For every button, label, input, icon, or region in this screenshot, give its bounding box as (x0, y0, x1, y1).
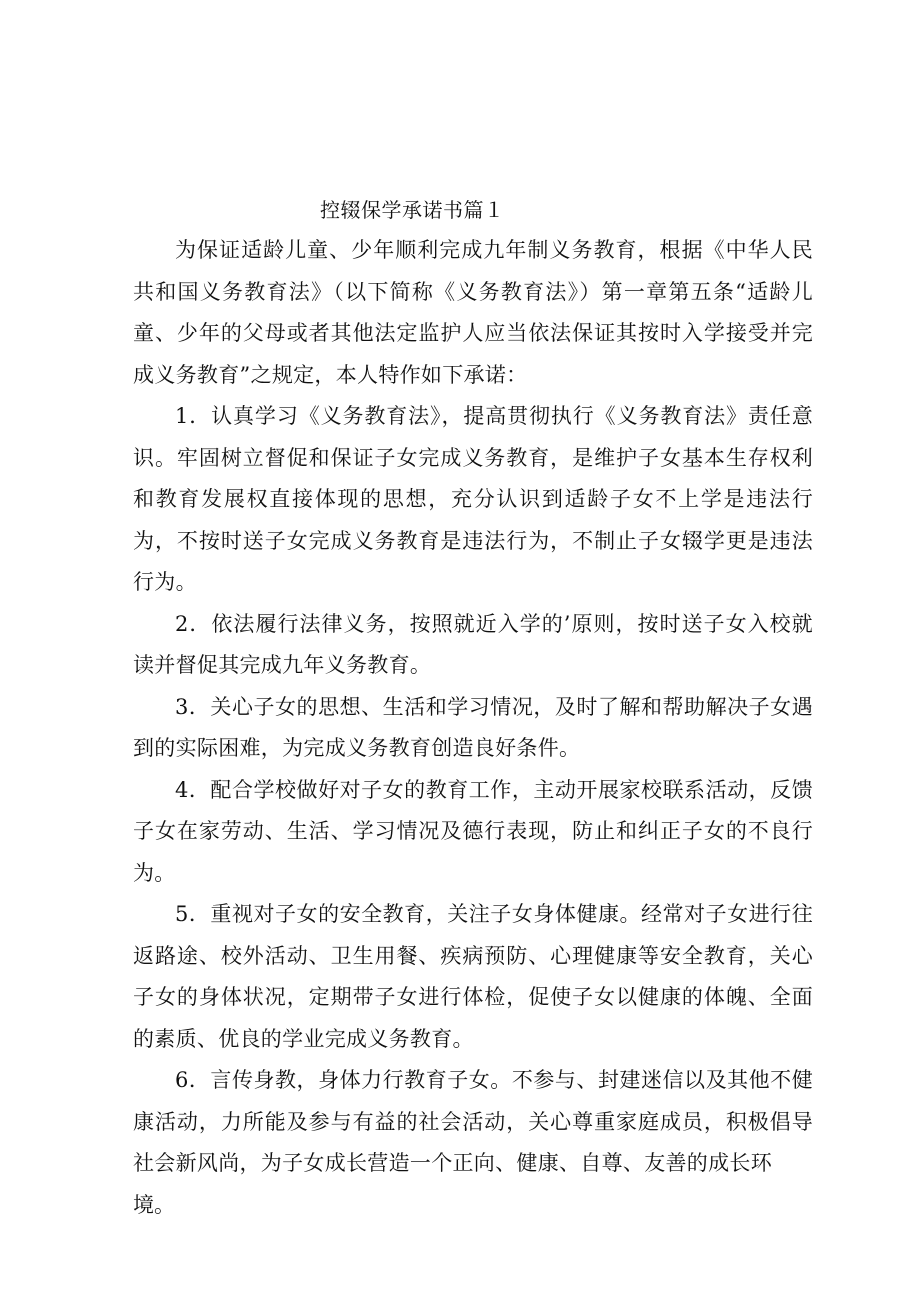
document-title: 控辍保学承诺书篇１ (320, 198, 505, 222)
commitment-item-1: 1．认真学习《义务教育法》，提高贯彻执行《义务教育法》责任意识。牢固树立督促和保证子女完成义务教育，是维护子女基本生存权利和教育发展权直接体现的思想，充分认识到适龄子女不上学是违法行为，不按时送子女完成义务教育是违法行为，不制止子女辍学更是违法行为。 (133, 404, 813, 594)
commitment-item-3: 3．关心子女的思想、生活和学习情况，及时了解和帮助解决子女遇到的实际困难，为完成义务教育创造良好条件。 (133, 694, 813, 760)
intro-paragraph: 为保证适龄儿童、少年顺利完成九年制义务教育，根据《中华人民共和国义务教育法》（以下简称《义务教育法》）第一章第五条“适龄儿童、少年的父母或者其他法定监护人应当依法保证其按时入学接受并完成义务教育”之规定，本人特作如下承诺： (133, 238, 813, 387)
commitment-item-6: 6．言传身教，身体力行教育子女。不参与、封建迷信以及其他不健康活动，力所能及参与有益的社会活动，关心尊重家庭成员，积极倡导社会新风尚，为子女成长营造一个正向、健康、自尊、友善的成长环 (133, 1068, 813, 1175)
commitment-item-2: 2．依法履行法律义务，按照就近入学的’原则，按时送子女入校就读并督促其完成九年义务教育。 (133, 611, 813, 677)
commitment-item-4: 4．配合学校做好对子女的教育工作，主动开展家校联系活动，反馈子女在家劳动、生活、学习情况及德行表现，防止和纠正子女的不良行为。 (133, 777, 813, 885)
commitment-item-5: 5．重视对子女的安全教育，关注子女身体健康。经常对子女进行往返路途、校外活动、卫生用餐、疾病预防、心理健康等安全教育，关心子女的身体状况，定期带子女进行体检，促使子女以健康的体魄、全面的素质、优良的学业完成义务教育。 (133, 902, 813, 1051)
document-body (133, 230, 813, 1226)
commitment-item-6-tail: 境。 (133, 1192, 175, 1217)
